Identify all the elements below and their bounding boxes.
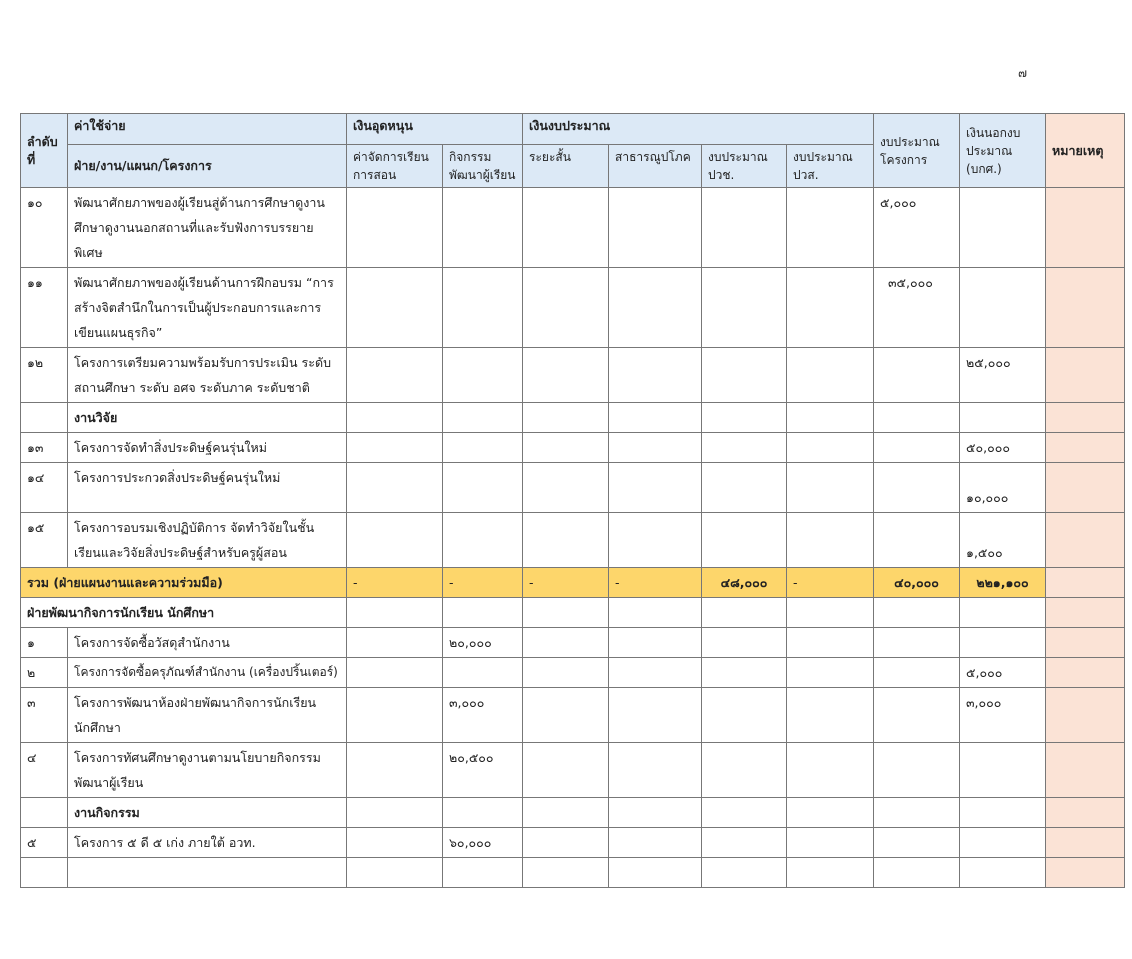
table-row: [21, 688, 1125, 743]
row-name: โครงการประกวดสิ่งประดิษฐ์คนรุ่นใหม่: [68, 463, 347, 513]
row-name: โครงการเตรียมความพร้อมรับการประเมิน ระดับสถานศึกษา ระดับ อศจ ระดับภาค ระดับชาติ: [68, 348, 347, 403]
total-teaching: -: [347, 568, 443, 598]
total-short-term: -: [523, 568, 609, 598]
row-project-budget: ๓๕,๐๐๐: [874, 268, 960, 348]
row-activity: ๒๐,๐๐๐: [443, 628, 523, 658]
total-label: รวม (ฝ่ายแผนงานและความร่วมมือ): [21, 568, 347, 598]
row-name: พัฒนาศักยภาพของผู้เรียนสู่ด้านการศึกษาดูงานศึกษาดูงานนอกสถานที่และรับฟังการบรรยายพิเศษ: [68, 188, 347, 268]
total-extra-budget: ๒๒๑,๑๐๐: [960, 568, 1046, 598]
row-no: ๑๔: [21, 463, 68, 513]
header-utilities: สาธารณูปโภค: [609, 145, 702, 188]
row-name: พัฒนาศักยภาพของผู้เรียนด้านการฝึกอบรม “การสร้างจิตสำนึกในการเป็นผู้ประกอบการและการเขียนแผนธุรกิจ”: [68, 268, 347, 348]
row-name: โครงการพัฒนาห้องฝ่ายพัฒนากิจการนักเรียน นักศึกษา: [68, 688, 347, 743]
row-activity: ๓,๐๐๐: [443, 688, 523, 743]
table-row: [21, 348, 1125, 403]
total-row: [21, 568, 1125, 598]
header-project-budget: งบประมาณโครงการ: [874, 114, 960, 188]
section-row: [21, 798, 1125, 828]
total-budget-pvc: ๔๘,๐๐๐: [702, 568, 787, 598]
row-project-budget: ๕,๐๐๐: [874, 188, 960, 268]
table-row: [21, 463, 1125, 513]
department-title: ฝ่ายพัฒนากิจการนักเรียน นักศึกษา: [21, 598, 347, 628]
row-extra-budget: ๑๐,๐๐๐: [960, 463, 1046, 513]
row-extra-budget: ๕,๐๐๐: [960, 658, 1046, 688]
department-row: [21, 598, 1125, 628]
row-no: ๑๐: [21, 188, 68, 268]
table-row: [21, 188, 1125, 268]
total-utilities: -: [609, 568, 702, 598]
page-number: ๗: [1018, 66, 1028, 80]
budget-table: [20, 113, 1125, 888]
table-body: [21, 188, 1125, 888]
table-row-empty: [21, 858, 1125, 888]
row-no: ๔: [21, 743, 68, 798]
row-no: ๑๑: [21, 268, 68, 348]
row-extra-budget: ๓,๐๐๐: [960, 688, 1046, 743]
row-no: ๕: [21, 828, 68, 858]
row-no: ๒: [21, 658, 68, 688]
table-row: [21, 628, 1125, 658]
table-row: [21, 433, 1125, 463]
row-name: โครงการอบรมเชิงปฏิบัติการ จัดทำวิจัยในชั้นเรียนและวิจัยสิ่งประดิษฐ์สำหรับครูผู้สอน: [68, 513, 347, 568]
header-grant-teaching: ค่าจัดการเรียนการสอน: [347, 145, 443, 188]
section-title: งานกิจกรรม: [68, 798, 347, 828]
header-dept: ฝ่าย/งาน/แผนก/โครงการ: [68, 145, 347, 188]
header-budget-pvs: งบประมาณ ปวส.: [787, 145, 874, 188]
table-row: [21, 658, 1125, 688]
row-extra-budget: ๑,๕๐๐: [960, 513, 1046, 568]
row-activity: ๖๐,๐๐๐: [443, 828, 523, 858]
total-activity: -: [443, 568, 523, 598]
header-no: ลำดับที่: [21, 114, 68, 188]
row-name: โครงการจัดซื้อวัสดุสำนักงาน: [68, 628, 347, 658]
row-name: โครงการทัศนศึกษาดูงานตามนโยบายกิจกรรมพัฒนาผู้เรียน: [68, 743, 347, 798]
section-title: งานวิจัย: [68, 403, 347, 433]
header-expense: ค่าใช้จ่าย: [68, 114, 347, 145]
total-project-budget: ๔๐,๐๐๐: [874, 568, 960, 598]
row-name: โครงการ ๕ ดี ๕ เก่ง ภายใต้ อวท.: [68, 828, 347, 858]
section-row: [21, 403, 1125, 433]
total-budget-pvs: -: [787, 568, 874, 598]
row-no: ๑: [21, 628, 68, 658]
header-budget-pvc: งบประมาณ ปวช.: [702, 145, 787, 188]
row-no: ๑๒: [21, 348, 68, 403]
header-extra-budget: เงินนอกงบประมาณ (บกศ.): [960, 114, 1046, 188]
table-header: [21, 114, 1125, 188]
header-grant-activity: กิจกรรมพัฒนาผู้เรียน: [443, 145, 523, 188]
row-no: ๑๕: [21, 513, 68, 568]
table-row: [21, 828, 1125, 858]
row-extra-budget: ๕๐,๐๐๐: [960, 433, 1046, 463]
row-name: โครงการจัดซื้อครุภัณฑ์สำนักงาน (เครื่องปริ้นเตอร์): [68, 658, 347, 688]
header-budget: เงินงบประมาณ: [523, 114, 874, 145]
header-remark: หมายเหตุ: [1046, 114, 1125, 188]
table-row: [21, 743, 1125, 798]
row-name: โครงการจัดทำสิ่งประดิษฐ์คนรุ่นใหม่: [68, 433, 347, 463]
row-no: ๓: [21, 688, 68, 743]
header-short-term: ระยะสั้น: [523, 145, 609, 188]
row-no: ๑๓: [21, 433, 68, 463]
row-activity: ๒๐,๕๐๐: [443, 743, 523, 798]
row-extra-budget: ๒๕,๐๐๐: [960, 348, 1046, 403]
header-grant: เงินอุดหนุน: [347, 114, 523, 145]
table-row: [21, 513, 1125, 568]
table-row: [21, 268, 1125, 348]
